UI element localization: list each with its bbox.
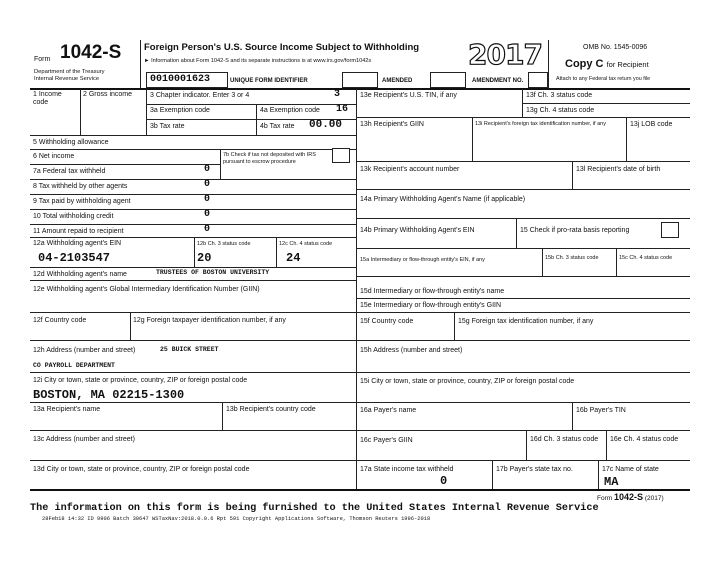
- box16b-label: 16b Payer's TIN: [576, 407, 626, 414]
- copy-c-label: [565, 58, 649, 70]
- box17b-label: 17b Payer's state tax no.: [496, 466, 573, 473]
- box13j-label: 13j LOB code: [630, 121, 673, 128]
- div-13l: [572, 161, 573, 189]
- box17a-value: 0: [440, 474, 448, 488]
- form-reference: Form 1042-S (2017): [597, 492, 664, 502]
- box13b-label: 13b Recipient's country code: [226, 406, 316, 413]
- box16e-label: 16e Ch. 4 status code: [610, 436, 679, 443]
- amended-label: AMENDED: [382, 78, 413, 84]
- row-12h: [30, 340, 356, 341]
- row-15d: [356, 276, 690, 277]
- row-16a: [356, 402, 690, 403]
- uid-blank-box: [342, 72, 378, 88]
- row-12f: [30, 312, 356, 313]
- box15g-label: 15g Foreign tax identification number, if any: [458, 318, 594, 325]
- box6-label: 6 Net income: [33, 153, 75, 160]
- box2-label: 2 Gross income: [83, 91, 133, 98]
- row-17a: [356, 460, 690, 461]
- box15d-label: 15d Intermediary or flow-through entity's name: [360, 288, 505, 295]
- box15a-label: 15a Intermediary or flow-through entity's EIN, if any: [360, 257, 485, 263]
- div-13i: [472, 117, 473, 161]
- box8-label: 8 Tax withheld by other agents: [33, 183, 128, 190]
- box15-checkbox[interactable]: [661, 222, 679, 238]
- info-line: ► Information about Form 1042-S and its separate instructions is at www.irs.gov/form1042s: [144, 58, 372, 64]
- box12c-label: 12c Ch. 4 status code: [279, 241, 333, 247]
- box5-label: 5 Withholding allowance: [33, 139, 109, 146]
- box16a-label: 16a Payer's name: [360, 407, 417, 414]
- box8-value: 0: [204, 179, 211, 190]
- row-9: [30, 194, 356, 195]
- box15i-label: 15i City or town, state or province, country, ZIP or foreign postal code: [360, 378, 575, 385]
- box12i-label: 12i City or town, state or province, country, ZIP or foreign postal code: [33, 377, 248, 384]
- row-15f: [356, 312, 690, 313]
- form-number: 1042-S: [60, 42, 122, 63]
- div-13b: [222, 402, 223, 430]
- div-7b: [220, 149, 221, 179]
- row-12a: [30, 237, 356, 238]
- row-14b: [356, 218, 690, 219]
- dept-line-1: Department of the Treasury: [34, 69, 105, 75]
- box4a-value: 16: [336, 104, 349, 115]
- frame-bottom: [30, 489, 690, 491]
- row-3a: [146, 104, 356, 105]
- row-11: [30, 224, 356, 225]
- form-title: Foreign Person's U.S. Source Income Subject to Withholding: [144, 42, 420, 53]
- box3-value: 3: [334, 89, 341, 100]
- row-8: [30, 179, 356, 180]
- dept-line-2: Internal Revenue Service: [34, 76, 100, 82]
- box3b-label: 3b Tax rate: [150, 123, 185, 130]
- box13e-label: 13e Recipient's U.S. TIN, if any: [360, 92, 457, 99]
- box15c-label: 15c Ch. 4 status code: [619, 255, 673, 261]
- box12i-value: BOSTON, MA 02215-1300: [33, 388, 185, 402]
- row-12e: [30, 280, 356, 281]
- box1-text: 1 Income code: [33, 91, 62, 106]
- box15h-label: 15h Address (number and street): [360, 347, 463, 354]
- box13l-label: 13l Recipient's date of birth: [576, 166, 661, 173]
- box13d-label: 13d City or town, state or province, country, ZIP or foreign postal code: [33, 466, 250, 473]
- amendment-no-label: AMENDMENT NO.: [472, 78, 524, 84]
- box13k-label: 13k Recipient's account number: [360, 166, 460, 173]
- box12a-label: 12a Withholding agent's EIN: [33, 240, 122, 247]
- box4b-label: 4b Tax rate: [260, 123, 295, 130]
- row-13a: [30, 402, 356, 403]
- box12f-label: 12f Country code: [33, 317, 87, 324]
- frame-top: [30, 88, 690, 90]
- div-16d: [526, 430, 527, 460]
- tax-year: 2017: [468, 38, 542, 71]
- row-6: [30, 149, 356, 150]
- box9-value: 0: [204, 194, 211, 205]
- box12h-label: 12h Address (number and street): [33, 347, 136, 354]
- box7b-checkbox[interactable]: [332, 148, 350, 163]
- omb-number: OMB No. 1545-0096: [583, 44, 648, 51]
- row-12i: [30, 372, 356, 373]
- row-13c: [30, 430, 356, 431]
- box14b-label: 14b Primary Withholding Agent's EIN: [360, 227, 475, 234]
- header-divider-1: [140, 40, 141, 88]
- box7b-label: 7b Check if tax not deposited with IRS pursuant to escrow procedure: [223, 152, 316, 165]
- box13g-label: 13g Ch. 4 status code: [526, 107, 595, 114]
- div-13j: [626, 117, 627, 161]
- copy-suffix: for Recipient: [606, 60, 649, 69]
- row-13g: [522, 103, 690, 104]
- row-16c: [356, 430, 690, 431]
- box10-label: 10 Total withholding credit: [33, 213, 114, 220]
- box3-label: 3 Chapter indicator. Enter 3 or 4: [150, 92, 250, 99]
- row-5: [30, 135, 356, 136]
- box4a-label: 4a Exemption code: [260, 107, 320, 114]
- box9-label: 9 Tax paid by withholding agent: [33, 198, 131, 205]
- box12b-label: 12b Ch. 3 status code: [197, 241, 251, 247]
- row-13k: [356, 161, 690, 162]
- div-l1: [80, 89, 81, 135]
- box12h-value: 25 BUICK STREET: [160, 346, 219, 353]
- box15f-label: 15f Country code: [360, 318, 414, 325]
- div-16e: [606, 430, 607, 460]
- box13c-label: 13c Address (number and street): [33, 436, 135, 443]
- box17a-label: 17a State income tax withheld: [360, 466, 454, 473]
- box15-label: 15 Check if pro-rata basis reporting: [520, 227, 630, 234]
- box13h-label: 13h Recipient's GIIN: [360, 121, 424, 128]
- box7a-label: 7a Federal tax withheld: [33, 168, 106, 175]
- row-14a: [356, 189, 690, 190]
- box11-label: 11 Amount repaid to recipient: [33, 228, 124, 235]
- box15e-label: 15e Intermediary or flow-through entity's GIIN: [360, 302, 502, 309]
- div-15b: [542, 248, 543, 276]
- box12g-label: 12g Foreign taxpayer identification number, if any: [133, 317, 286, 324]
- box12h-value-2: CO PAYROLL DEPARTMENT: [33, 362, 115, 369]
- unique-form-id-value: 0010001623: [150, 74, 211, 85]
- center-divider: [356, 89, 357, 489]
- form-prefix: Form: [34, 56, 51, 63]
- box15b-label: 15b Ch. 3 status code: [545, 255, 599, 261]
- box12b-value: 20: [197, 251, 212, 265]
- box14a-label: 14a Primary Withholding Agent's Name (if applicable): [360, 196, 526, 203]
- box1-label: [33, 91, 77, 107]
- furnished-notice: The information on this form is being furnished to the United States Internal Revenue Service: [30, 503, 599, 514]
- div-15g: [454, 312, 455, 340]
- box11-value: 0: [204, 224, 211, 235]
- software-footer: 28Feb18 14:32 ID 9906 Batch 30647 WSTaxNav:2018.0.0.6 Rpt 591 Copyright Applications Software, Thomson Reuters 1996-2018: [42, 516, 431, 522]
- header-divider-2: [548, 40, 549, 88]
- div-12g: [130, 312, 131, 340]
- row-13d: [30, 460, 356, 461]
- row-15h: [356, 340, 690, 341]
- box12e-label: 12e Withholding agent's Global Intermediary Identification Number (GIIN): [33, 286, 260, 293]
- box13i-label: 13i Recipient's foreign tax identification number, if any: [475, 121, 606, 127]
- box13f-label: 13f Ch. 3 status code: [526, 92, 593, 99]
- box4b-value: 00.00: [309, 119, 343, 131]
- info-line-text: Information about Form 1042-S and its separate instructions is at www.irs.gov/form1042s: [151, 58, 372, 64]
- box10-value: 0: [204, 209, 211, 220]
- div-12b: [194, 237, 195, 267]
- row-12d: [30, 267, 356, 268]
- row-7a: [30, 164, 220, 165]
- div-17c: [598, 460, 599, 489]
- box12d-label: 12d Withholding agent's name: [33, 271, 127, 278]
- row-15i: [356, 372, 690, 373]
- box13a-label: 13a Recipient's name: [33, 406, 101, 413]
- box16d-label: 16d Ch. 3 status code: [530, 436, 599, 443]
- div-15: [516, 218, 517, 248]
- div-16b: [572, 402, 573, 430]
- amendment-no-box[interactable]: [528, 72, 548, 88]
- div-l2: [146, 89, 147, 135]
- row-13h: [356, 117, 690, 118]
- box3a-label: 3a Exemption code: [150, 107, 210, 114]
- div-12c: [276, 237, 277, 267]
- unique-form-id-label: UNIQUE FORM IDENTIFIER: [230, 78, 308, 84]
- box16c-label: 16c Payer's GIIN: [360, 437, 413, 444]
- attach-note: Attach to any Federal tax return you file: [556, 76, 651, 82]
- row-15a: [356, 248, 690, 249]
- box17c-label: 17c Name of state: [602, 466, 659, 473]
- row-10: [30, 209, 356, 210]
- box7a-value: 0: [204, 164, 211, 175]
- div-17b: [492, 460, 493, 489]
- amended-box[interactable]: [430, 72, 466, 88]
- box17c-value: MA: [604, 475, 619, 489]
- copy-label: Copy C: [565, 58, 604, 70]
- box12a-value: 04-2103547: [38, 251, 111, 265]
- box12c-value: 24: [286, 251, 301, 265]
- div-15c: [616, 248, 617, 276]
- box12d-value: TRUSTEES OF BOSTON UNIVERSITY: [156, 269, 270, 276]
- row-15e: [356, 298, 690, 299]
